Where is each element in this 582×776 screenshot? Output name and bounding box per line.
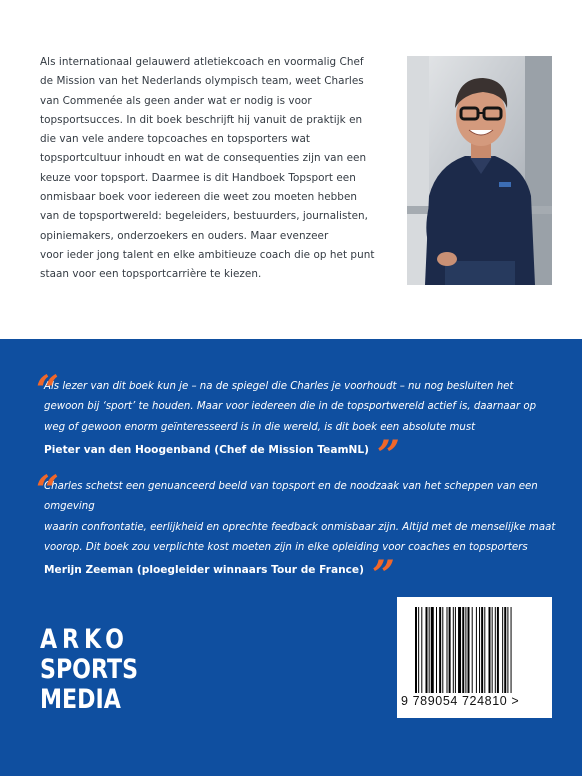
quote-author: Merijn Zeeman (ploegleider winnaars Tour de France) — [44, 564, 364, 577]
quote-text — [44, 477, 570, 558]
barcode-bar — [442, 607, 443, 693]
barcode-bar — [465, 607, 466, 693]
barcode-bar — [502, 607, 503, 693]
open-quote-mark: “ — [36, 467, 58, 514]
bio-line: onmisbaar boek voor iedereen die weet zou moeten hebben — [40, 191, 358, 204]
barcode-bar — [415, 607, 417, 693]
author-photo — [407, 56, 552, 285]
author-bio — [40, 53, 392, 285]
barcode-bar — [484, 607, 485, 693]
barcode-bar — [431, 607, 434, 693]
barcode-bar — [504, 607, 506, 693]
quote-line: voorop. Dit boek zou verplichte kost moeten zijn in elke opleiding voor coaches en topsporters — [44, 541, 528, 553]
close-quote-mark: ” — [371, 552, 393, 600]
bio-line: topsportcultuur inhoudt en wat de consequenties zijn van een — [40, 152, 367, 165]
top-section — [0, 0, 582, 339]
barcode-bar — [449, 607, 451, 693]
barcode-bar — [436, 607, 437, 693]
quote-line: waarin confrontatie, eerlijkheid en oprechte feedback onmisbaar zijn. Altijd met de menselijke maat — [44, 521, 556, 533]
barcode-bars — [415, 607, 537, 693]
quote-text — [44, 377, 570, 438]
quote-line: Charles schetst een genuanceerd beeld van topsport en de noodzaak van het scheppen van een omgeving — [44, 481, 538, 513]
quote-author: Pieter van den Hoogenband (Chef de Mission TeamNL) — [44, 443, 369, 456]
bio-line: opiniemakers, onderzoekers en ouders. Maar evenzeer — [40, 229, 329, 242]
logo-line: MEDIA — [40, 684, 121, 715]
barcode-bar — [439, 607, 441, 693]
endorsement-quote — [36, 467, 570, 600]
logo-line: ARKO — [40, 624, 129, 655]
barcode-bar — [507, 607, 508, 693]
barcode-bar — [429, 607, 430, 693]
barcode-bar — [492, 607, 493, 693]
close-quote-mark: ” — [376, 431, 398, 479]
bio-line: staan voor een topsportcarrière te kiezen. — [40, 268, 262, 281]
barcode-bar — [472, 607, 473, 693]
barcode-bar — [511, 607, 512, 693]
bio-line: Als internationaal gelauwerd atletiekcoach en voormalig Chef — [40, 56, 364, 68]
quote-line: gewoon bij ‘sport’ te houden. Maar voor iedereen die in de topsportwereld actief is, daarnaar op — [44, 401, 537, 413]
barcode-bar — [479, 607, 480, 693]
publisher-logo — [40, 625, 160, 715]
barcode-bar — [495, 607, 496, 693]
barcode-digits: 9 789054 724810 > — [401, 694, 520, 708]
logo-line: SPORTS — [40, 654, 139, 685]
barcode-bar — [418, 607, 419, 693]
barcode-bar — [481, 607, 483, 693]
barcode-bar — [497, 607, 499, 693]
barcode-bar — [453, 607, 454, 693]
barcode-bar — [489, 607, 491, 693]
barcode-bar — [426, 607, 428, 693]
quote-line: Als lezer van dit boek kun je – na de spiegel die Charles je voorhoudt – nu nog besluiten het — [44, 381, 514, 392]
quote-line: weg of gewoon enorm geïnteresseerd is in die wereld, is dit boek een absolute must — [44, 421, 476, 433]
bio-line: van Commenée als geen ander wat er nodig is voor — [40, 94, 312, 107]
endorsement-quote — [36, 367, 570, 479]
bio-line: keuze voor topsport. Daarmee is dit Handboek Topsport een — [40, 171, 356, 184]
bio-line: topsportsucces. In dit boek beschrijft hij vanuit de praktijk en — [40, 113, 363, 126]
open-quote-mark: “ — [36, 367, 58, 414]
barcode-bar — [458, 607, 461, 693]
barcode-bar — [476, 607, 477, 693]
author-photo-illustration — [407, 56, 552, 285]
isbn-barcode — [397, 597, 552, 718]
barcode-bar — [455, 607, 456, 693]
bio-line: voor ieder jong talent en elke ambitieuze coach die op het punt — [40, 248, 375, 261]
bio-line: de Mission van het Nederlands olympisch team, weet Charles — [40, 75, 364, 88]
barcode-bar — [462, 607, 464, 693]
barcode-bar — [468, 607, 470, 693]
barcode-bar — [421, 607, 422, 693]
bio-line: die van vele andere topcoaches en topsporters wat — [40, 133, 311, 146]
bio-line: van de topsportwereld: begeleiders, bestuurders, journalisten, — [40, 210, 368, 223]
barcode-bar — [447, 607, 448, 693]
